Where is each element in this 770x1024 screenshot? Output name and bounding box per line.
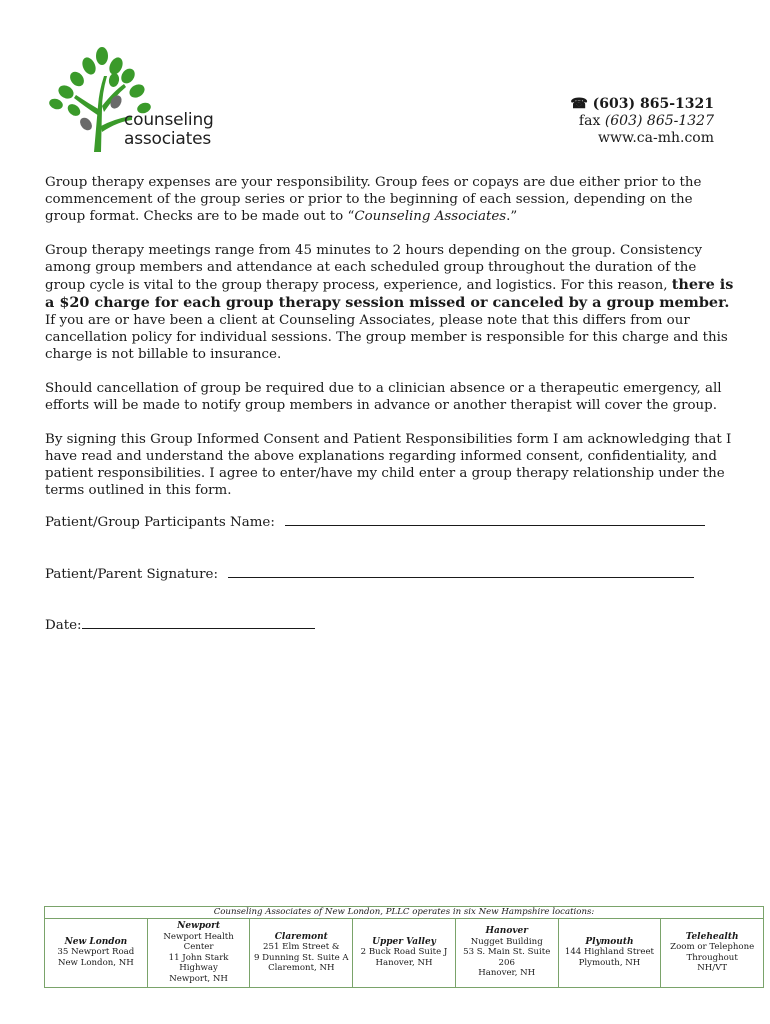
location-new-london [45,919,148,987]
p1-end: .” [506,209,518,224]
paragraph-acknowledgement: By signing this Group Informed Consent and Patient Responsibilities form I am acknowledging that I have read and understand the above explanations regarding informed consent, confidentiality, and patient responsibilities. I agree to enter/have my child enter a group therapy relationship under the terms outlined in this form. [45,432,732,498]
location-name: Telehealth [685,931,739,942]
location-line: Nugget Building [470,936,543,947]
location-line: 53 S. Main St. Suite 206 [463,947,551,968]
location-line: Zoom or Telephone [670,942,755,952]
location-line: NH/VT [697,963,728,973]
location-hanover [456,919,559,987]
signature-field [45,564,694,583]
date-line[interactable] [82,615,315,629]
p2-bold: there is a $20 charge for each group therapy session missed or canceled by a group member. [45,276,734,311]
date-label: Date: [45,618,82,633]
p1-italic: Counseling Associates [354,209,507,224]
p1-text: Group therapy expenses are your responsibility. Group fees or copays are due either prior to the commencement of the group series or prior to the beginning of each session, depending on the group format. Checks are to be made out to “ [45,175,702,224]
phone-number: (603) 865-1321 [592,96,714,112]
location-line: Newport, NH [169,973,228,984]
logo-line-2: associates [124,129,212,149]
contact-block [570,96,714,147]
phone-icon: ☎ [570,96,588,112]
location-line: 35 Newport Road [57,947,135,958]
location-line: New London, NH [57,957,134,968]
location-line: 9 Dunning St. Suite A [253,952,349,963]
location-name: Newport [177,921,221,931]
location-name: Claremont [274,931,328,942]
fax-label: fax [578,113,601,129]
location-line: 251 Elm Street & [263,942,340,952]
location-upper-valley [353,919,456,987]
location-line: Newport Health Center [163,931,234,952]
location-line: Hanover, NH [375,957,433,968]
footer-caption: Counseling Associates of New London, PLLC operates in six New Hampshire locations: [45,907,763,919]
location-plymouth [559,919,662,987]
logo-line-1: counseling [124,110,214,130]
consent-body [45,174,735,516]
location-claremont [250,919,353,987]
p2-end: If you are or have been a client at Counseling Associates, please note that this differs from our cancellation policy for individual sessions. The group member is responsible for this charge and this charge is not billable to insurance. [45,313,728,362]
paragraph-cancellation: Should cancellation of group be required due to a clinician absence or a therapeutic emergency, all efforts will be made to notify group members in advance or another therapist will cover the group. [45,381,722,413]
signature-label: Patient/Parent Signature: [45,567,218,582]
paragraph-attendance [45,242,735,363]
location-telehealth [661,919,763,987]
location-line: 144 Highland Street [564,947,655,958]
locations-row [45,919,763,987]
location-name: Upper Valley [372,936,436,947]
paragraph-fees [45,174,735,225]
phone-line [570,96,714,113]
location-newport [148,919,251,987]
location-line: Plymouth, NH [578,957,641,968]
date-field [45,615,315,634]
location-name: Plymouth [585,936,634,947]
location-name: New London [64,936,128,947]
participant-name-line[interactable] [285,512,705,526]
location-line: 2 Buck Road Suite J [360,947,448,958]
fax-number: (603) 865-1327 [604,113,714,129]
signature-line[interactable] [228,564,694,578]
location-line: Hanover, NH [478,968,536,979]
locations-footer [44,906,764,988]
participant-name-field [45,512,705,531]
location-line: 11 John Stark Highway [168,952,229,973]
fax-line [570,113,714,130]
p2-text: Group therapy meetings range from 45 minutes to 2 hours depending on the group. Consistency among group members and attendance at each scheduled group throughout the duration of the group cycle is vital to the group therapy process, experience, and logistics. For this reason, [45,243,703,293]
location-line: Throughout [686,952,738,963]
location-line: Claremont, NH [268,963,335,973]
participant-name-label: Patient/Group Participants Name: [45,515,275,530]
website-link[interactable]: www.ca-mh.com [598,130,714,146]
logo-wordmark [124,111,214,149]
location-name: Hanover [485,926,529,937]
